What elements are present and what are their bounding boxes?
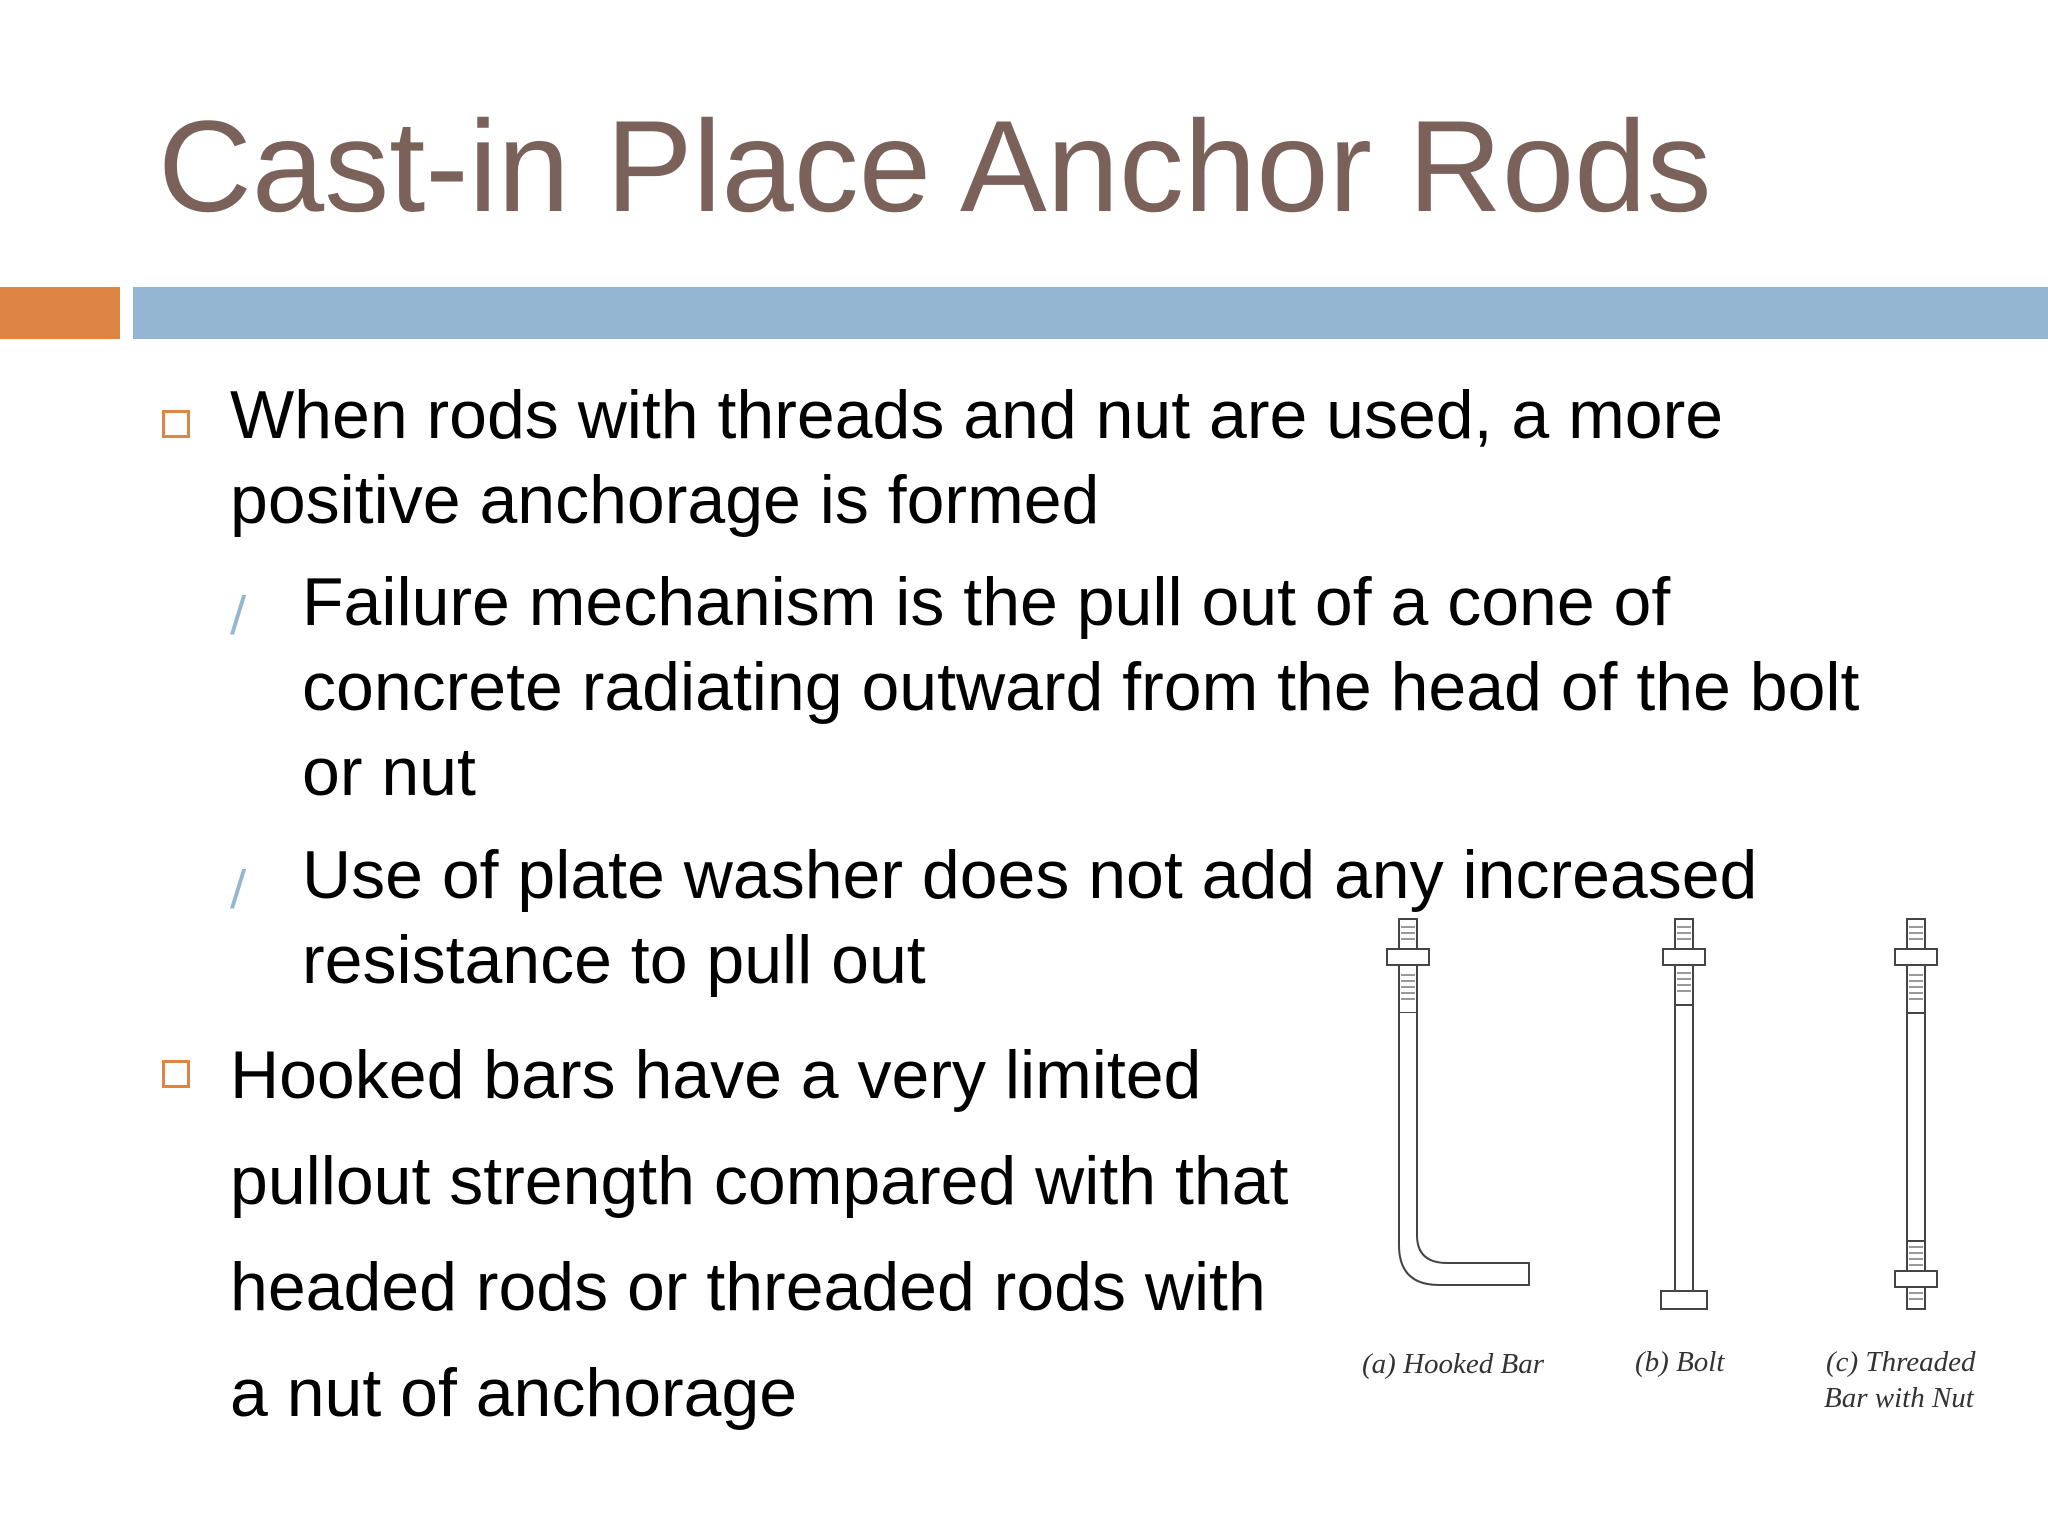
bullet-2-line-2: pullout strength compared with that bbox=[230, 1143, 1289, 1219]
anchor-rod-figure bbox=[1355, 905, 2015, 1425]
bullet-1-line-2: positive anchorage is formed bbox=[230, 462, 1100, 538]
slide-title: Cast-in Place Anchor Rods bbox=[158, 93, 1712, 239]
bolt-drawing bbox=[1661, 919, 1707, 1309]
sub-bullet-slash-icon: ∕ bbox=[230, 860, 247, 916]
sub-bullet-2-line-2: resistance to pull out bbox=[302, 922, 926, 998]
title-divider-bar bbox=[133, 287, 2048, 339]
sub-bullet-slash-icon: ∕ bbox=[230, 586, 247, 642]
bullet-1 bbox=[230, 373, 1723, 543]
sub-bullet-2-line-1: Use of plate washer does not add any increased bbox=[302, 837, 1758, 913]
title-accent-bar bbox=[0, 287, 120, 339]
bullet-2 bbox=[230, 1022, 1288, 1446]
bullet-square-icon bbox=[162, 1060, 190, 1088]
bullet-2-line-1: Hooked bars have a very limited bbox=[230, 1037, 1202, 1113]
bullet-2-line-3: headed rods or threaded rods with bbox=[230, 1249, 1266, 1325]
hooked-bar-drawing bbox=[1387, 919, 1529, 1285]
bullet-1-line-1: When rods with threads and nut are used, a more bbox=[230, 377, 1724, 453]
sub-bullet-1 bbox=[302, 560, 1859, 815]
caption-bolt: (b) Bolt bbox=[1635, 1346, 1725, 1378]
sub-bullet-1-line-1: Failure mechanism is the pull out of a cone of bbox=[302, 564, 1671, 640]
anchor-rod-diagram bbox=[1355, 905, 2015, 1425]
bullet-2-line-4: a nut of anchorage bbox=[230, 1355, 798, 1431]
sub-bullet-1-line-3: or nut bbox=[302, 734, 476, 810]
caption-hooked-bar: (a) Hooked Bar bbox=[1362, 1348, 1545, 1380]
caption-threaded-line-1: (c) Threaded bbox=[1826, 1346, 1976, 1378]
caption-threaded-line-2: Bar with Nut bbox=[1824, 1382, 1974, 1414]
sub-bullet-1-line-2: concrete radiating outward from the head of the bolt bbox=[302, 649, 1860, 725]
bullet-square-icon bbox=[162, 410, 190, 438]
threaded-bar-drawing bbox=[1895, 919, 1937, 1309]
